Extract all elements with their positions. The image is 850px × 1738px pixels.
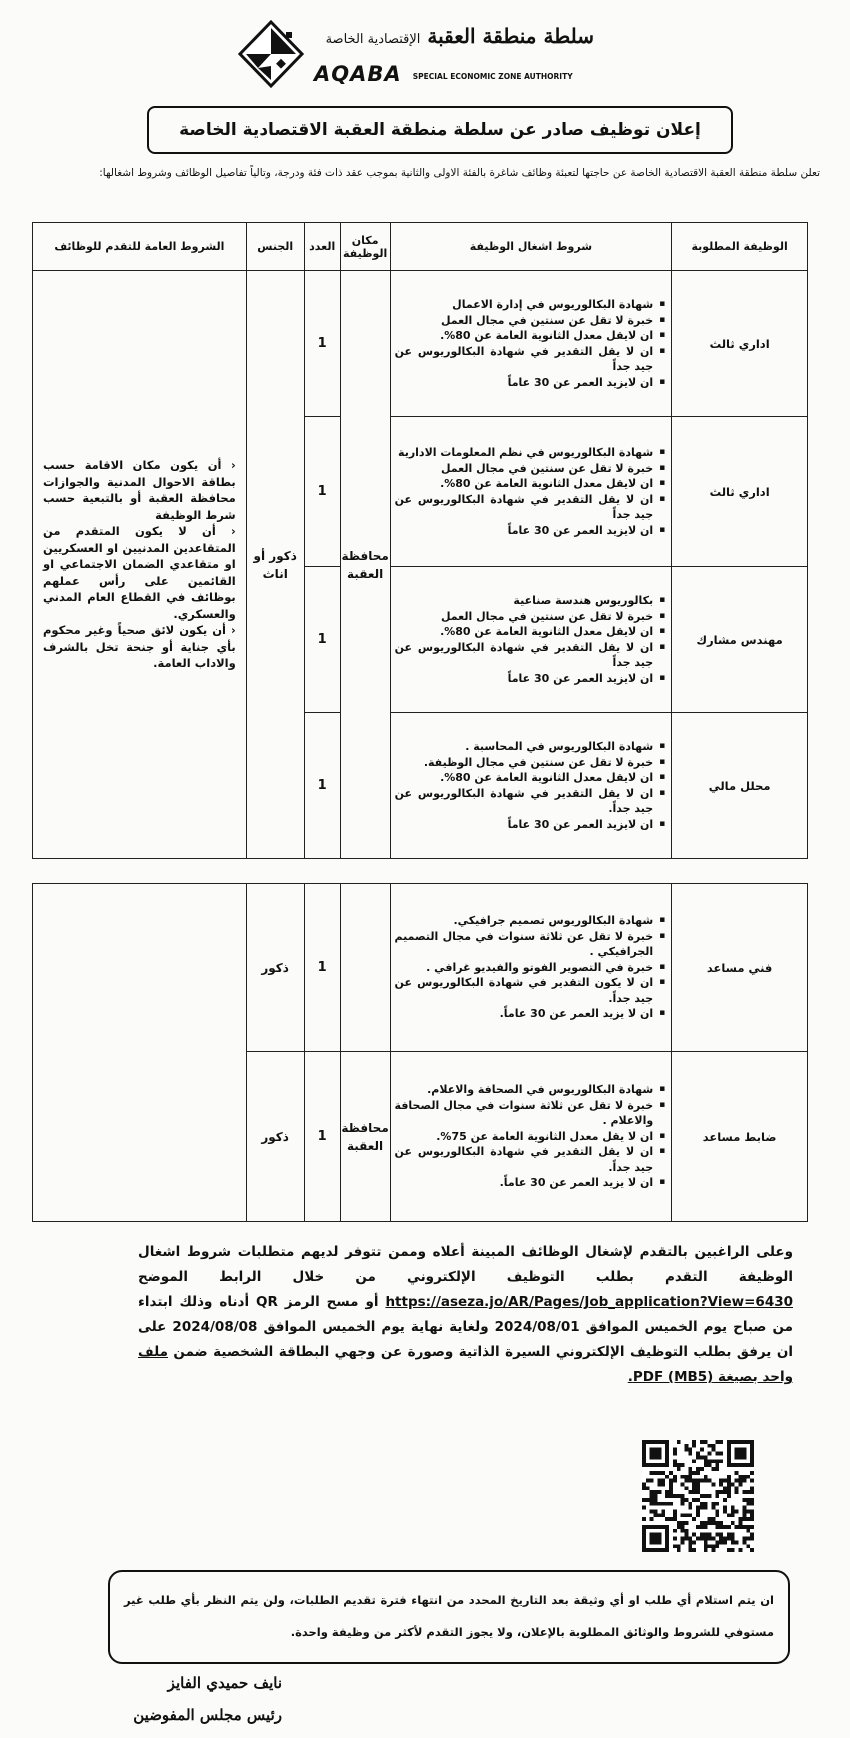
- requirement-item: ▪ ان لايزيد العمر عن 30 عاماً: [395, 817, 666, 833]
- requirement-item: ▪ خبرة لا تقل عن سنتين في مجال العمل: [395, 609, 666, 625]
- requirement-item: ▪ شهادة البكالوريوس في نظم المعلومات الادارية: [395, 445, 666, 461]
- job-title: اداري ثالث: [672, 271, 808, 417]
- job-requirements: [390, 884, 672, 1052]
- header-location: مكان الوظيفة: [340, 223, 390, 271]
- job-requirements: [390, 417, 672, 567]
- table-row: [33, 884, 808, 1052]
- job-location: [340, 884, 390, 1052]
- requirement-item: ▪ خبرة في التصوير الفوتو والفيديو غرافي .: [395, 960, 666, 976]
- requirement-item: ▪ ان لايزيد العمر عن 30 عاماً: [395, 375, 666, 391]
- job-count: 1: [304, 713, 340, 859]
- job-location: محافظة العقبة: [340, 1052, 390, 1222]
- job-title: اداري ثالث: [672, 417, 808, 567]
- header-job: الوظيفة المطلوبة: [672, 223, 808, 271]
- job-gender: ذكور: [246, 884, 304, 1052]
- requirement-item: ▪ شهادة البكالوريوس في الصحافة والاعلام.: [395, 1082, 666, 1098]
- requirement-item: ▪ ان لايقل معدل الثانوية العامة عن 80%.: [395, 624, 666, 640]
- requirement-item: ▪ خبرة لا تقل عن ثلاثة سنوات في مجال الصحافة والاعلام .: [395, 1098, 666, 1129]
- general-condition-item: ‹ أن يكون مكان الاقامة حسب بطاقة الاحوال المدنية والجوازات محافظة العقبة أو بالتبعية حسب شرط الوظيفة: [43, 458, 236, 522]
- requirement-item: ▪ خبرة لا تقل عن ثلاثة سنوات في مجال التصميم الجرافيكي .: [395, 929, 666, 960]
- job-title: فني مساعد: [672, 884, 808, 1052]
- job-requirements: [390, 713, 672, 859]
- job-title: ضابط مساعد: [672, 1052, 808, 1222]
- general-condition-item: ‹ أن يكون لائق صحياً وغير محكوم بأي جناية أو جنحة تخل بالشرف والاداب العامة.: [43, 623, 236, 671]
- requirement-item: ▪ ان لا يقل التقدير في شهادة البكالوريوس عن جيد جداً: [395, 344, 666, 375]
- requirement-item: ▪ شهادة البكالوريوس تصميم جرافيكي.: [395, 913, 666, 929]
- application-link[interactable]: https://aseza.jo/AR/Pages/Job_application?View=6430: [385, 1294, 794, 1310]
- requirement-item: ▪ ان لايزيد العمر عن 30 عاماً: [395, 671, 666, 687]
- general-conditions: [33, 271, 247, 859]
- header-requirements: شروط اشغال الوظيفة: [390, 223, 672, 271]
- signatory-name: نايف حميدي الفايز: [167, 1674, 282, 1692]
- job-count: 1: [304, 417, 340, 567]
- job-title: محلل مالي: [672, 713, 808, 859]
- logo-arabic-text: سلطة منطقة العقبة الإقتصادية الخاصة: [325, 24, 594, 48]
- signatory-position: رئيس مجلس المفوضين: [133, 1706, 282, 1724]
- requirement-item: ▪ ان لا يقل التقدير في شهادة البكالوريوس عن جيد جداً.: [395, 1144, 666, 1175]
- job-count: 1: [304, 271, 340, 417]
- requirement-item: ▪ شهادة البكالوريوس في المحاسبة .: [395, 739, 666, 755]
- job-location: محافظة العقبة: [340, 271, 390, 859]
- requirement-item: ▪ ان لايقل معدل الثانوية العامة عن 80%.: [395, 328, 666, 344]
- requirement-item: ▪ ان لا يزيد العمر عن 30 عاماً.: [395, 1006, 666, 1022]
- logo-english-text: AQABA SPECIAL ECONOMIC ZONE AUTHORITY: [314, 62, 573, 86]
- requirement-item: ▪ ان لايقل معدل الثانوية العامة عن 80%.: [395, 476, 666, 492]
- job-title: مهندس مشارك: [672, 567, 808, 713]
- jobs-table-1: [32, 222, 808, 859]
- general-conditions-empty: [33, 884, 247, 1222]
- requirement-item: ▪ خبرة لا تقل عن سنتين في مجال الوظيفة.: [395, 755, 666, 771]
- general-condition-item: ‹ أن لا يكون المتقدم من المتقاعدين المدنيين او العسكريين او متقاعدي الضمان الاجتماعي او القائمين على رأس عملهم بوظائف في القطاع العام المدني والعسكري.: [43, 524, 236, 621]
- aseza-logo-icon: [238, 20, 304, 90]
- application-instructions: وعلى الراغبين بالتقدم لإشغال الوظائف المبينة أعلاه وممن تتوفر لديهم متطلبات شروط اشغال الوظيفة التقدم بطلب التوظيف الإلكتروني من خلال الرابط الموضح https://aseza.jo/AR/Pages/Job_application?View=6430 أو مسح الرمز QR أدناه وذلك ابتداء من صباح يوم الخميس الموافق 2024/08/01 ولغاية نهاية يوم الخميس الموافق 2024/08/08 على ان يرفق بطلب التوظيف الإلكتروني السيرة الذاتية وصورة عن وجهي البطاقة الشخصية ضمن ملف واحد بصيغة PDF (MB5).: [138, 1244, 794, 1385]
- requirement-item: ▪ خبرة لا تقل عن سنتين في مجال العمل: [395, 461, 666, 477]
- jobs-table-2: [32, 883, 808, 1222]
- header-general-conditions: الشروط العامة للتقدم للوظائف: [33, 223, 247, 271]
- requirement-item: ▪ ان لايزيد العمر عن 30 عاماً: [395, 523, 666, 539]
- job-gender: ذكور أو اناث: [246, 271, 304, 859]
- requirement-item: ▪ ان لا يكون التقدير في شهادة البكالوريوس عن جيد جداً.: [395, 975, 666, 1006]
- requirement-item: ▪ خبرة لا تقل عن سنتين في مجال العمل: [395, 313, 666, 329]
- requirement-item: ▪ ان لا يقل التقدير في شهادة البكالوريوس عن جيد جداً.: [395, 786, 666, 817]
- job-count: 1: [304, 884, 340, 1052]
- notice-text: ان يتم استلام أي طلب او أي وثيقة بعد التاريخ المحدد من انتهاء فترة تقديم الطلبات، ولن يتم النظر بأي طلب غير مستوفي للشروط والوثائق المطلوبة بالإعلان، ولا يجوز التقدم لأكثر من وظيفة واحدة.: [124, 1593, 774, 1639]
- requirement-item: ▪ ان لا يقل التقدير في شهادة البكالوريوس عن جيد جداً: [395, 492, 666, 523]
- requirement-item: ▪ بكالوريوس هندسة صناعية: [395, 593, 666, 609]
- announcement-title: إعلان توظيف صادر عن سلطة منطقة العقبة الاقتصادية الخاصة: [147, 106, 733, 154]
- table-row: [33, 271, 808, 417]
- requirement-item: ▪ شهادة البكالوريوس في إدارة الاعمال: [395, 297, 666, 313]
- requirement-item: ▪ ان لا يقل معدل الثانوية العامة عن 75%.: [395, 1129, 666, 1145]
- header-count: العدد: [304, 223, 340, 271]
- header-gender: الجنس: [246, 223, 304, 271]
- requirement-item: ▪ ان لا يقل التقدير في شهادة البكالوريوس عن جيد جداً: [395, 640, 666, 671]
- qr-code-icon[interactable]: [642, 1440, 754, 1552]
- aseza-logo: [238, 20, 598, 92]
- requirement-item: ▪ ان لايقل معدل الثانوية العامة عن 80%.: [395, 770, 666, 786]
- intro-paragraph: تعلن سلطة منطقة العقبة الاقتصادية الخاصة عن حاجتها لتعبئة وظائف شاغرة بالفئة الاولى والثانية بموجب عقد ذات فئة ودرجة، وتالياً تفاصيل الوظائف وشروط اشغالها:: [99, 167, 820, 179]
- job-requirements: [390, 271, 672, 417]
- notice-box: [108, 1570, 790, 1664]
- job-count: 1: [304, 1052, 340, 1222]
- job-gender: ذكور: [246, 1052, 304, 1222]
- requirement-item: ▪ ان لا يزيد العمر عن 30 عاماً.: [395, 1175, 666, 1191]
- job-requirements: [390, 567, 672, 713]
- job-count: 1: [304, 567, 340, 713]
- job-requirements: [390, 1052, 672, 1222]
